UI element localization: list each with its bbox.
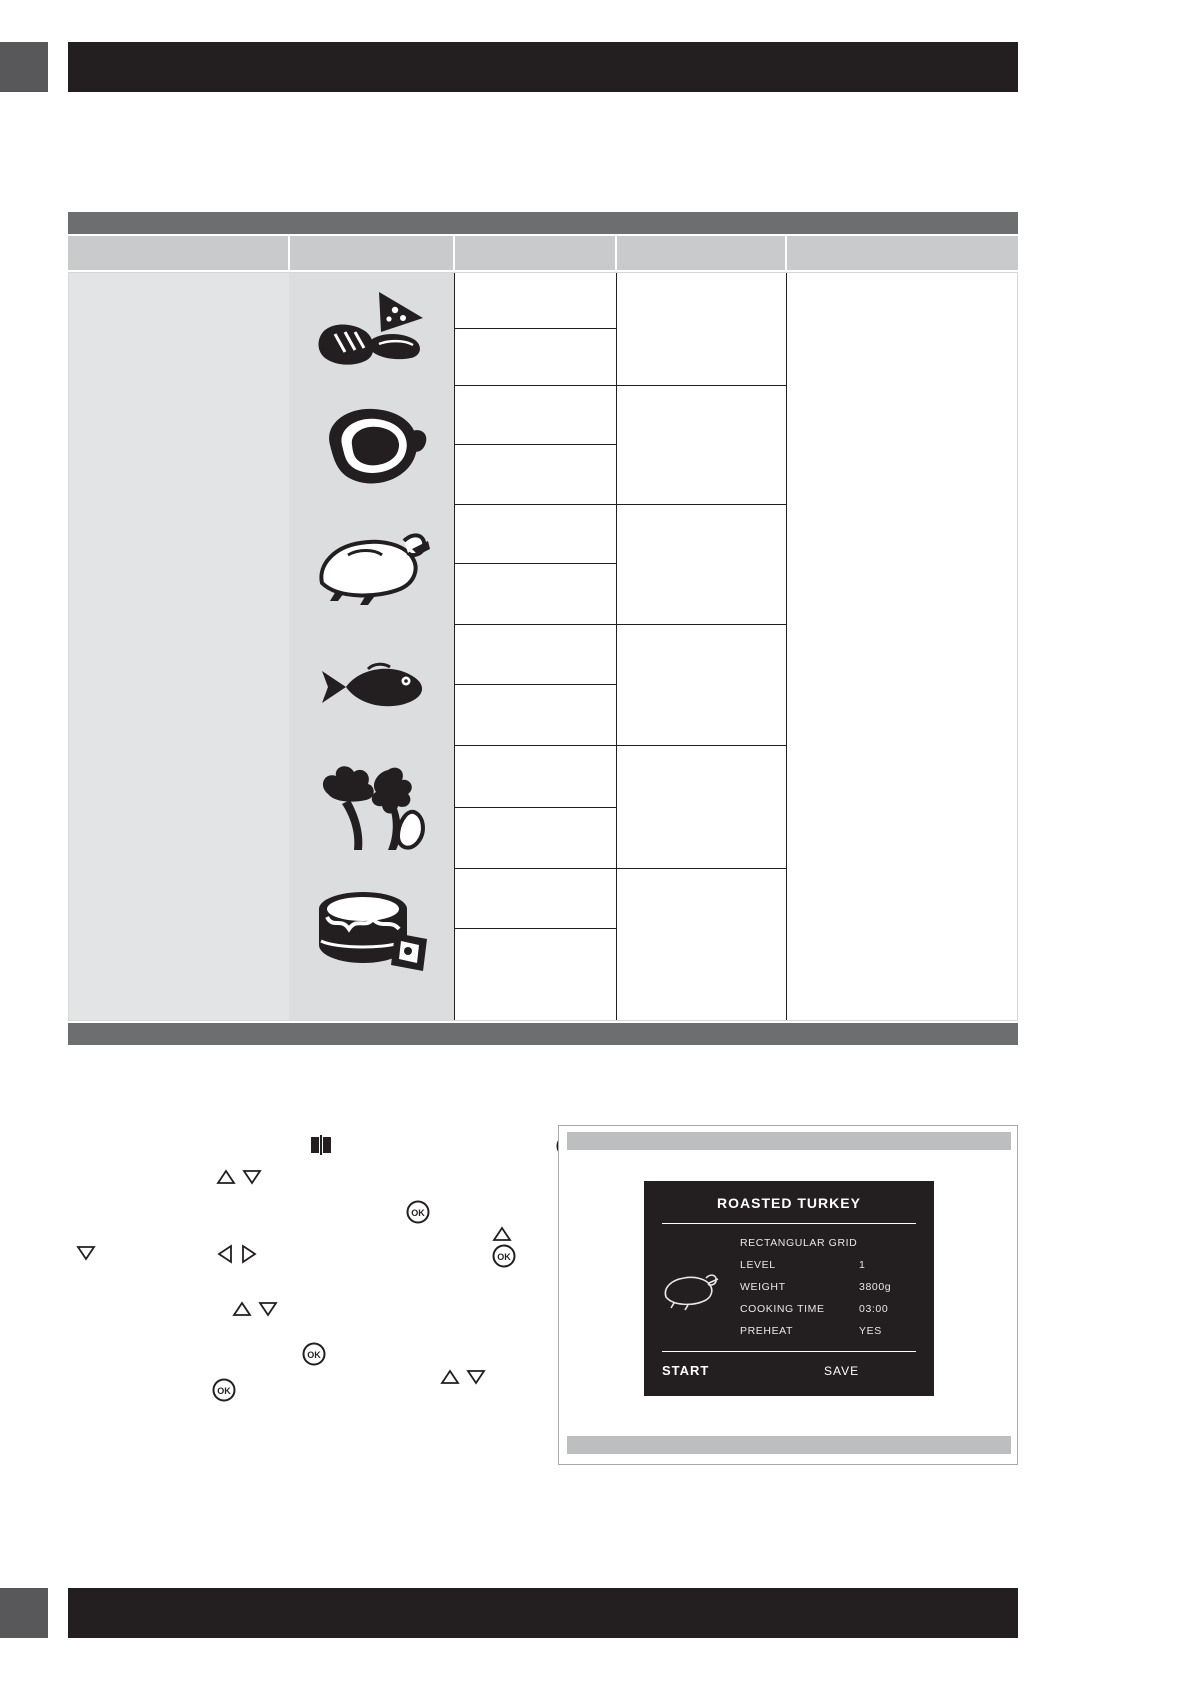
ok-button-icon xyxy=(492,1244,516,1268)
arrow-up-icon xyxy=(216,1168,236,1186)
table-body xyxy=(68,272,1018,1021)
accessory-label xyxy=(616,386,628,406)
instruction-step-6 xyxy=(232,1300,284,1318)
accessory-label xyxy=(616,273,628,293)
ok-button-icon xyxy=(302,1342,326,1366)
column-header-label xyxy=(787,236,799,256)
column-divider xyxy=(786,273,787,1020)
list-item xyxy=(454,685,616,746)
poultry-icon xyxy=(308,521,436,609)
screen-field-label: RECTANGULAR GRID xyxy=(740,1237,858,1249)
vegetables-icon xyxy=(310,760,434,856)
column-divider xyxy=(454,273,455,1020)
screen-field-value: 3800g xyxy=(859,1281,892,1293)
instruction-step-4 xyxy=(492,1225,512,1243)
table-column-icons xyxy=(289,273,454,1020)
table-cell xyxy=(616,386,786,505)
instruction-step-3 xyxy=(406,1200,436,1224)
ok-button-icon xyxy=(212,1378,236,1402)
screen-field-value: YES xyxy=(859,1325,882,1337)
panel-top-bar xyxy=(567,1132,1011,1150)
table-row xyxy=(289,625,454,746)
screen-field-value: 03:00 xyxy=(859,1303,889,1315)
arrow-up-icon xyxy=(492,1225,512,1243)
turkey-icon xyxy=(660,1269,722,1316)
instruction-step-9 xyxy=(212,1378,242,1402)
table-cell xyxy=(616,869,786,989)
panel-bottom-bar xyxy=(567,1436,1011,1454)
page-footer-accent-bar xyxy=(0,1588,48,1638)
accessory-label xyxy=(616,505,628,525)
ok-button-icon xyxy=(406,1200,430,1224)
start-button[interactable]: START xyxy=(662,1363,710,1378)
list-item xyxy=(454,386,616,445)
table-column-header-dish xyxy=(455,236,615,270)
arrow-down-icon xyxy=(76,1244,96,1262)
screen-field-label: LEVEL xyxy=(740,1259,776,1271)
dish-label xyxy=(454,505,466,525)
table-cell xyxy=(616,746,786,869)
arrow-up-icon xyxy=(440,1368,460,1386)
svg-text:OK: OK xyxy=(411,1208,425,1218)
pizza-bread-icon xyxy=(311,288,433,372)
table-cell xyxy=(616,625,786,746)
list-item xyxy=(454,746,616,808)
fish-icon xyxy=(312,655,432,717)
list-item xyxy=(454,564,616,625)
screen-divider-top xyxy=(662,1223,916,1224)
svg-text:OK: OK xyxy=(307,1350,321,1360)
screen-field-label: COOKING TIME xyxy=(740,1303,825,1315)
screen-divider-bottom xyxy=(662,1351,916,1352)
table-footer-bar xyxy=(68,1023,1018,1045)
table-column-accessory xyxy=(616,273,786,1020)
table-column-header-notes xyxy=(787,236,1018,270)
accessory-label xyxy=(616,625,628,645)
arrow-down-icon xyxy=(242,1168,262,1186)
instruction-step-7 xyxy=(302,1342,326,1366)
svg-text:OK: OK xyxy=(497,1252,511,1262)
page-header-bar xyxy=(68,42,1018,92)
dish-label xyxy=(454,564,466,584)
table-column-header-category xyxy=(68,236,288,270)
dish-label xyxy=(454,808,466,828)
table-row xyxy=(289,746,454,869)
table-row xyxy=(289,505,454,625)
dish-label xyxy=(454,273,466,293)
dish-label xyxy=(454,685,466,705)
table-row xyxy=(289,386,454,505)
oven-screen xyxy=(644,1181,934,1396)
table-column-dish xyxy=(454,273,616,1020)
accessory-label xyxy=(616,869,628,889)
list-item xyxy=(454,445,616,505)
arrow-left-icon xyxy=(216,1244,234,1264)
column-header-label xyxy=(617,236,629,256)
column-header-label xyxy=(290,236,302,256)
table-title-bar xyxy=(68,212,1018,234)
arrow-down-icon xyxy=(466,1368,486,1386)
dish-label xyxy=(454,445,466,465)
instruction-step-5-down xyxy=(76,1244,102,1262)
cake-icon xyxy=(311,883,433,975)
page-header-accent-bar xyxy=(0,42,48,92)
list-item xyxy=(454,929,616,989)
cooking-table xyxy=(68,212,1018,1045)
instruction-step-2 xyxy=(216,1168,268,1186)
dish-label xyxy=(454,625,466,645)
table-column-notes xyxy=(786,273,1017,1020)
instruction-step-5-ok xyxy=(492,1244,516,1268)
instruction-block xyxy=(68,1120,538,1450)
dish-label xyxy=(454,869,466,889)
arrow-up-icon xyxy=(232,1300,252,1318)
column-header-label xyxy=(455,236,467,256)
dish-label xyxy=(454,386,466,406)
list-item xyxy=(454,329,616,386)
list-item xyxy=(454,869,616,929)
book-icon xyxy=(308,1134,334,1156)
screen-title: ROASTED TURKEY xyxy=(717,1195,861,1211)
table-cell xyxy=(616,273,786,386)
screen-field-label: PREHEAT xyxy=(740,1325,794,1337)
screen-field-label: WEIGHT xyxy=(740,1281,786,1293)
arrow-right-icon xyxy=(240,1244,258,1264)
list-item xyxy=(454,625,616,685)
meat-icon xyxy=(312,401,432,491)
instruction-step-5-leftright xyxy=(216,1244,258,1264)
svg-text:OK: OK xyxy=(217,1386,231,1396)
table-row xyxy=(289,273,454,386)
list-item xyxy=(454,505,616,564)
list-item xyxy=(454,273,616,329)
dish-label xyxy=(454,329,466,349)
instruction-step-1 xyxy=(308,1134,340,1156)
column-divider xyxy=(616,273,617,1020)
table-column-header-icon xyxy=(290,236,453,270)
screen-field-value: 1 xyxy=(859,1259,866,1271)
oven-display-panel xyxy=(558,1125,1018,1465)
dish-label xyxy=(454,929,466,949)
notes-label xyxy=(786,273,798,293)
save-button[interactable]: SAVE xyxy=(824,1364,860,1378)
arrow-down-icon xyxy=(258,1300,278,1318)
instruction-step-8 xyxy=(440,1368,486,1386)
table-row xyxy=(289,869,454,989)
table-column-category xyxy=(69,273,289,1020)
column-header-label xyxy=(68,236,80,256)
table-column-header-accessory xyxy=(617,236,785,270)
dish-label xyxy=(454,746,466,766)
accessory-label xyxy=(616,746,628,766)
list-item xyxy=(454,808,616,869)
table-cell xyxy=(616,505,786,625)
page-footer-bar xyxy=(68,1588,1018,1638)
